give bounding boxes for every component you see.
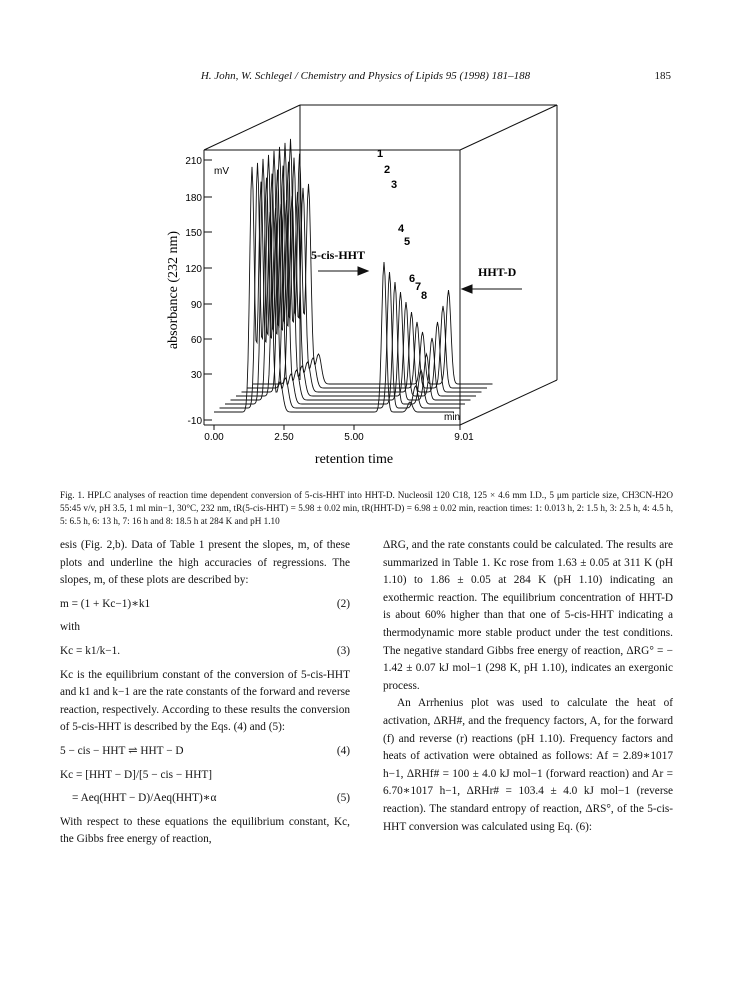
y-tick-label: 120: [185, 264, 202, 275]
paragraph: With respect to these equations the equilibrium constant, Kc, the Gibbs free energy of reaction,: [60, 815, 350, 846]
trace-label: 4: [398, 223, 405, 235]
annotation-5-cis-hht: 5-cis-HHT: [311, 248, 365, 262]
y-axis-label: absorbance (232 nm): [166, 230, 181, 350]
left-column: [60, 537, 350, 849]
right-column: [383, 537, 673, 836]
chromatogram-trace: [220, 163, 460, 408]
trace-label: 5: [404, 236, 411, 248]
equation-5a: [60, 767, 350, 785]
equation-number: (2): [336, 597, 350, 610]
running-title: H. John, W. Schlegel / Chemistry and Physics of Lipids 95 (1998) 181–188: [200, 70, 531, 82]
equation-number: (5): [336, 792, 350, 805]
x-axis-ticks: [214, 425, 460, 430]
x-unit-label: min: [444, 412, 461, 423]
page-number: 185: [654, 70, 671, 82]
equation-4: [60, 743, 350, 761]
y-unit-label: mV: [214, 166, 229, 177]
paragraph: Kc is the equilibrium constant of the conversion of 5-cis-HHT and k1 and k−1 are the rate constants of the forward and reverse reaction, respectively. According to these results the conversion of 5-cis-HHT is described by the Eqs. (4) and (5):: [60, 668, 350, 734]
equation-3: [60, 643, 350, 661]
x-tick-labels: [204, 432, 474, 443]
equation-number: (4): [336, 744, 350, 757]
equation-expression: m = (1 + Kc−1)∗k1: [60, 597, 151, 610]
equation-expression: = Aeq(HHT − D)/Aeq(HHT)∗α: [72, 792, 217, 805]
y-tick-label: 90: [190, 300, 202, 311]
y-tick-label: 30: [190, 370, 202, 381]
y-axis-ticks: [204, 160, 212, 420]
y-tick-label: 150: [185, 228, 202, 239]
x-tick-label: 5.00: [344, 432, 364, 443]
paragraph: with: [60, 621, 81, 634]
trace-label: 8: [421, 290, 428, 302]
arrow-left: [462, 285, 522, 293]
y-tick-labels: [185, 156, 202, 427]
y-tick-label: 60: [190, 335, 202, 346]
trace-label: 1: [377, 148, 384, 160]
trace-label: 2: [384, 164, 391, 176]
paragraph: An Arrhenius plot was used to calculate the heat of activation, ΔRH#, and the frequency factors, A, for the forward (f) and reverse (r) reactions (pH 1.10). Frequency factors and heats of activation were obtained as follows: Af = 2.89∗1017 h−1, ΔRHf# = 100 ± 4.0 kJ mol−1 (forward reaction) and Ar = 6.70∗1017 h−1, ΔRHr# = 103.4 ± 4.0 kJ mol−1 (reverse reaction). The standard entropy of reaction, ΔRS°, of the 5-cis-HHT conversion was calculated using Eq. (6):: [383, 697, 673, 833]
equation-expression: Kc = k1/k−1.: [60, 644, 121, 657]
equation-expression: 5 − cis − HHT ⇌ HHT − D: [60, 744, 184, 757]
y-tick-label: -10: [187, 416, 202, 427]
y-tick-label: 210: [185, 156, 202, 167]
figure-caption: Fig. 1. HPLC analyses of reaction time dependent conversion of 5-cis-HHT into HHT-D. Nucleosil 120 C18, 125 × 4.6 mm I.D., 5 μm particle size, CH3CN-H2O 55:45 v/v, pH 3.5, 1 ml min−1, 30°C, 232 nm, tR(5-cis-HHT) = 5.98 ± 0.02 min, tR(HHT-D) = 6.98 ± 0.02 min, reaction times: 1: 0.013 h, 2: 1.5 h, 3: 2.5 h, 4: 4.5 h, 5: 6.5 h, 6: 13 h, 7: 16 h and 8: 18.5 h at 284 K and pH 1.10: [60, 490, 673, 526]
trace-number-labels: [377, 148, 427, 302]
trace-label: 6: [409, 273, 416, 285]
trace-label: 3: [391, 179, 398, 191]
equation-5b: [60, 790, 350, 808]
x-tick-label: 9.01: [454, 432, 474, 443]
y-tick-label: 180: [185, 193, 202, 204]
paragraph: esis (Fig. 2,b). Data of Table 1 present the slopes, m, of these plots and underline the high accuracies of regressions. The slopes, m, of these plots are described by:: [60, 539, 350, 587]
trace-label: 7: [415, 281, 422, 293]
annotation-hht-d: HHT-D: [478, 265, 517, 279]
x-axis-label: retention time: [314, 452, 394, 467]
arrow-right: [318, 267, 368, 275]
hplc-figure: [0, 0, 731, 480]
chromatogram-traces: [214, 139, 493, 412]
paragraph: ΔRG, and the rate constants could be calculated. The results are summarized in Table 1. Kc rose from 1.63 ± 0.05 at 311 K (pH 1.10) to 1.86 ± 0.05 at 284 K (pH 1.10) indicating an exothermic reaction. The equilibrium concentration of HHT-D is about 60% higher than that one of 5-cis-HHT indicating a thermodynamic more stable product under the test conditions. The negative standard Gibbs free energy of reaction, ΔRG° = − 1.42 ± 0.07 kJ mol−1 (298 K, pH 1.10), indicates an exergonic process.: [383, 539, 673, 692]
equation-2: [60, 596, 350, 614]
x-tick-label: 2.50: [274, 432, 294, 443]
equation-expression: Kc = [HHT − D]/[5 − cis − HHT]: [60, 768, 213, 781]
hplc-3d-plot: [0, 0, 731, 480]
x-tick-label: 0.00: [204, 432, 224, 443]
equation-number: (3): [336, 644, 350, 657]
